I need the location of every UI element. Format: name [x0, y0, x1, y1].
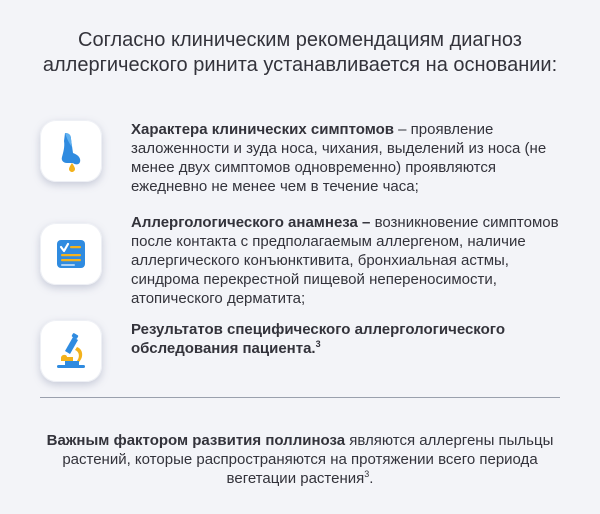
page-title: Согласно клиническим рекомендациям диагноз аллергического ринита устанавливается на основании: — [42, 29, 558, 76]
nose-drop-icon — [40, 120, 102, 182]
item-desc-symptoms: – проявление заложенности и зуда носа, чихания, выделений из носа (не менее двух симптомов одновременно) проявляются ежедневно не менее чем в течение часа; — [131, 121, 547, 195]
item-text-anamnesis — [131, 213, 566, 308]
divider — [40, 397, 560, 398]
item-bold-tests-text: Результатов специфического аллергологического обследования пациента. — [131, 321, 505, 357]
footer-note — [30, 431, 570, 488]
item-desc-anamnesis: возникновение симптомов после контакта с предполагаемым аллергеном, наличие аллергического конъюнктивита, бронхиальная астмы, синдрома перекрестной пищевой непереносимости, атопического дерматита; — [131, 214, 559, 307]
item-text-symptoms — [131, 120, 566, 196]
footer-end: . — [369, 470, 374, 487]
microscope-icon — [40, 320, 102, 382]
item-bold-symptoms: Характера клинических симптомов — [131, 121, 394, 138]
footer-text: являются аллергены пыльцы растений, которые распространяются на протяжении всего периода вегетации растения — [62, 432, 554, 487]
footnote-ref-tests: 3 — [315, 339, 321, 349]
item-text-tests — [131, 320, 566, 358]
footer-bold: Важным фактором развития поллиноза — [46, 432, 346, 449]
item-bold-tests — [131, 321, 505, 357]
medical-record-icon — [40, 223, 102, 285]
item-bold-anamnesis: Аллергологического анамнеза – — [131, 214, 371, 231]
footnote-ref-footer: 3 — [364, 469, 370, 479]
